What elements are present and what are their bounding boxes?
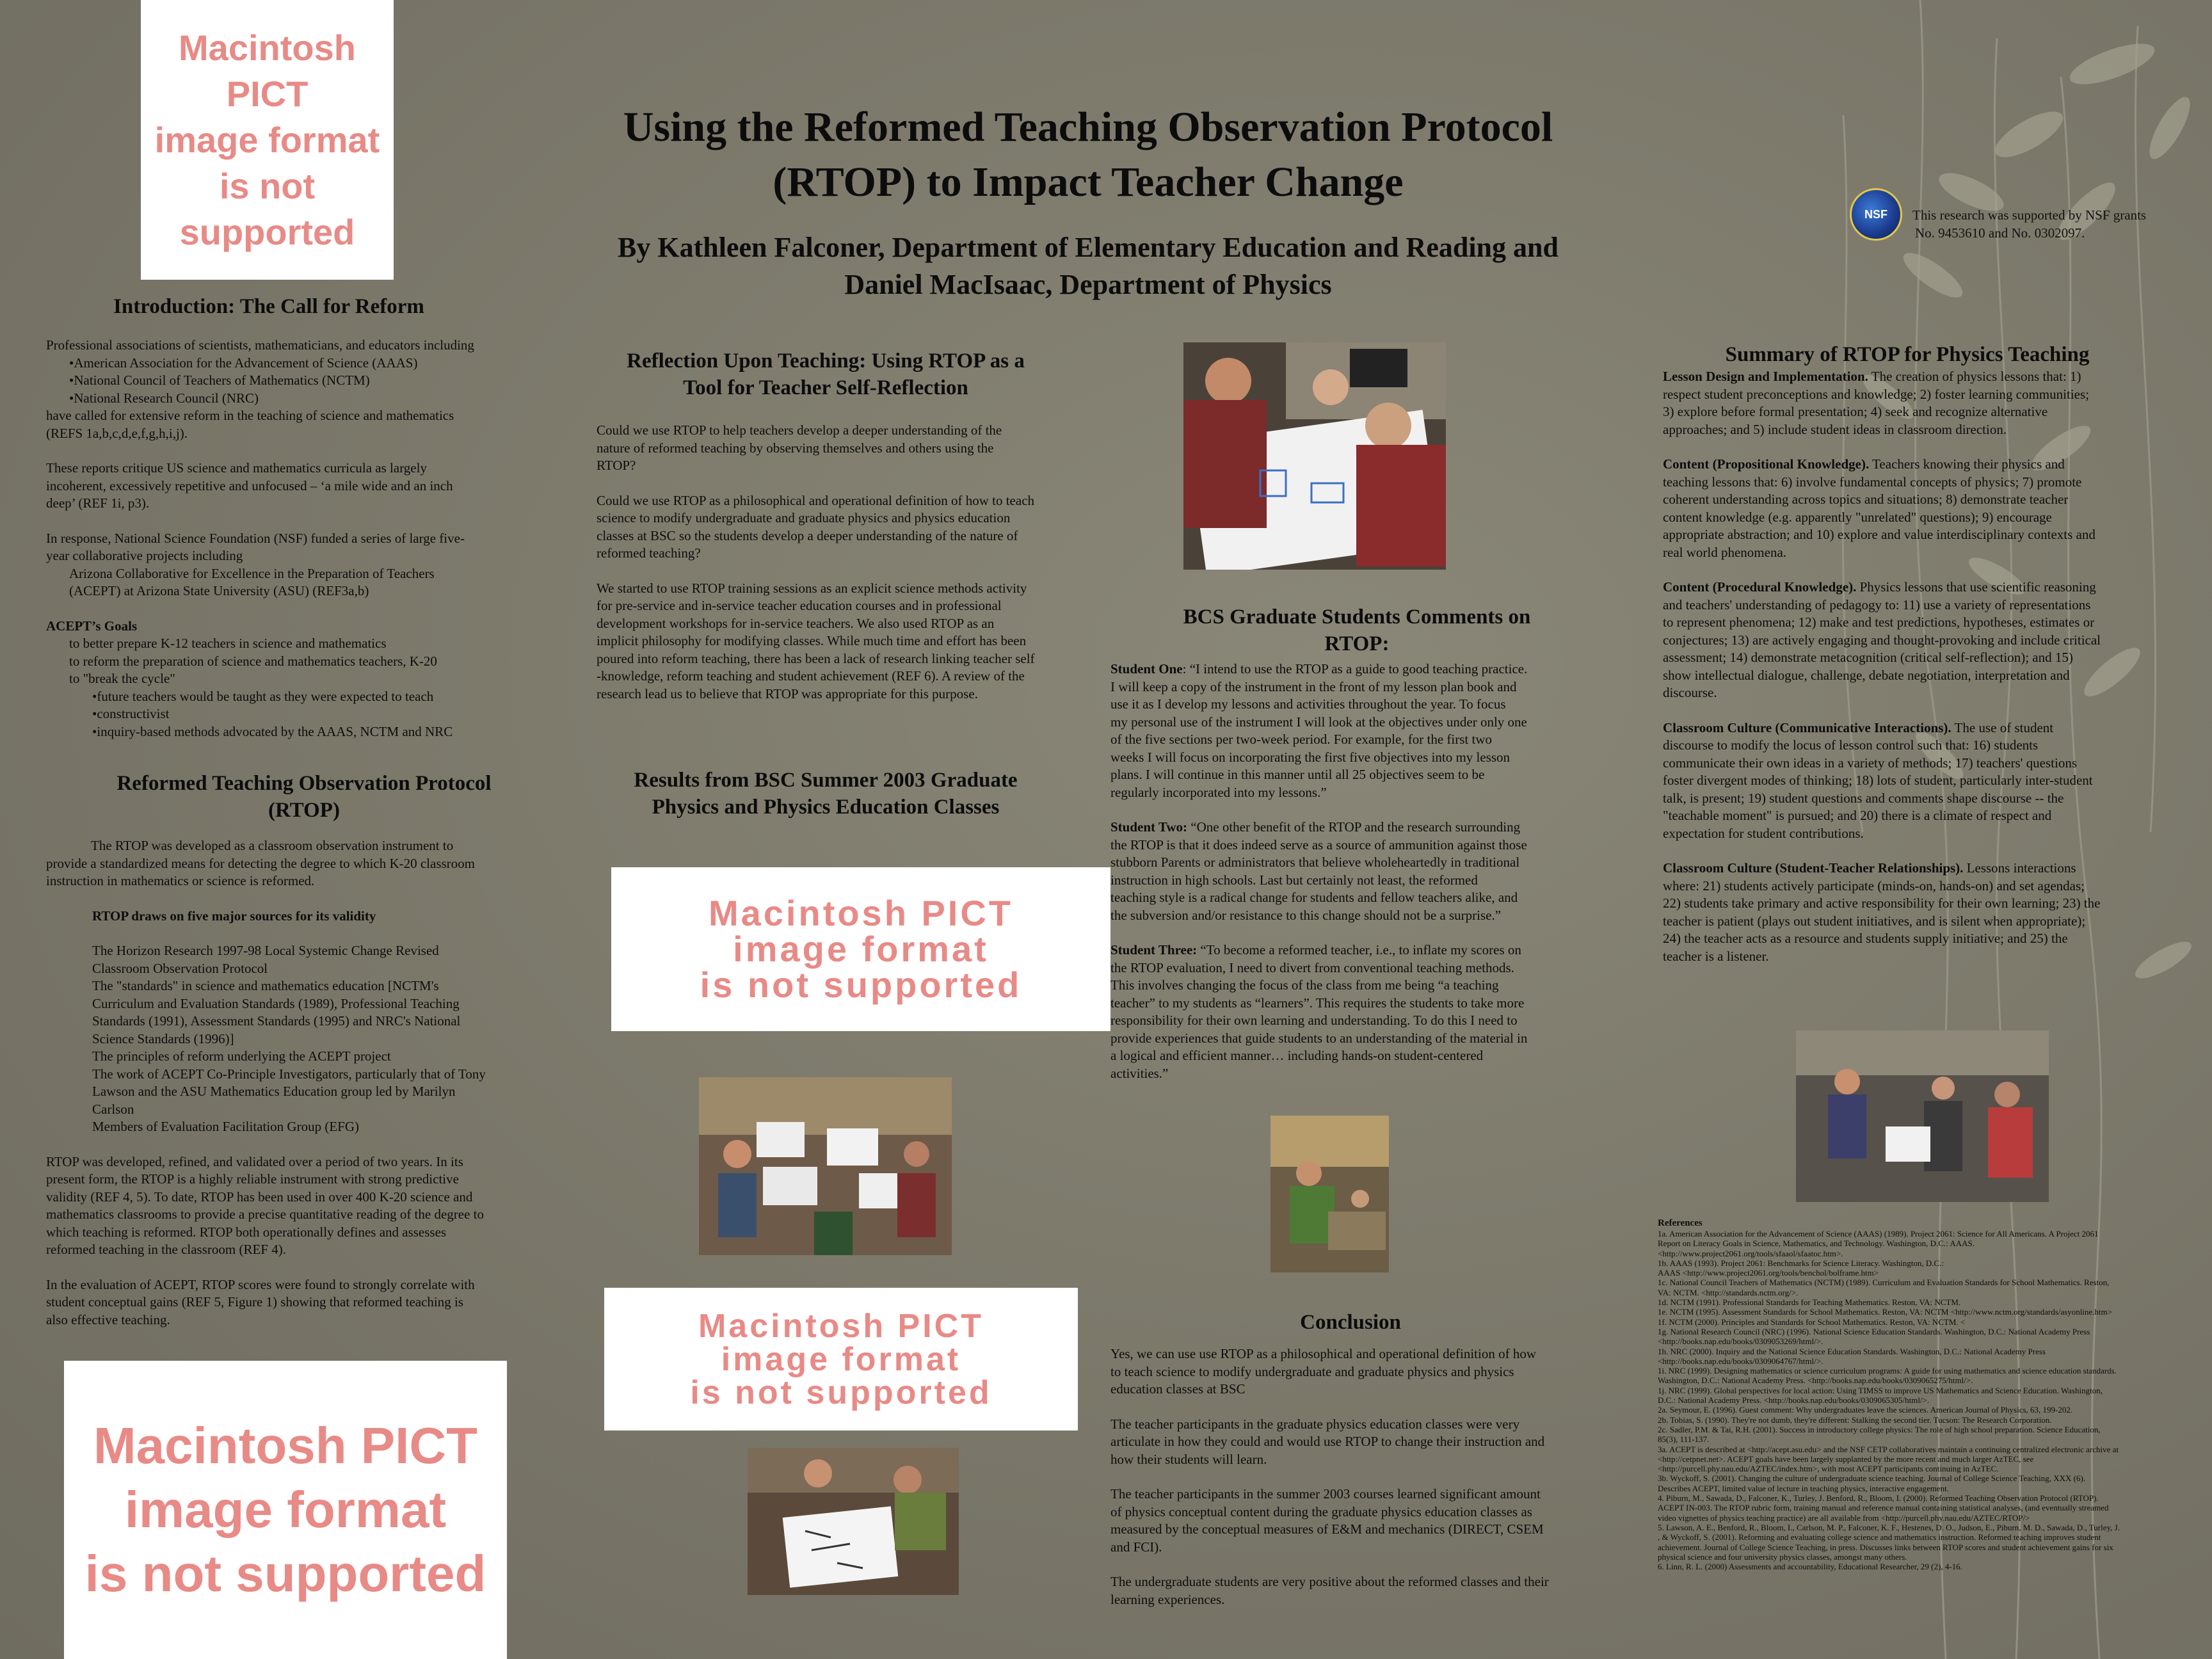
- reference-line: 1j. NRC (1999). Global perspectives for local action: Using TIMSS to improve US Mathematics and Science Education. Washington,: [1658, 1385, 2103, 1395]
- intro-heading: Introduction: The Call for Reform: [113, 295, 424, 318]
- summary-communicative-label: Classroom Culture (Communicative Interactions).: [1663, 719, 1952, 735]
- image-placeholder-results: [611, 867, 1110, 1031]
- image-placeholder-middle: [604, 1288, 1078, 1431]
- nsf-logo-icon: NSF: [1850, 188, 1902, 241]
- comments-body: Student One: “I intend to use the RTOP as a guide to good teaching practice. I will keep a copy of the instrument in the front of my lesson plan book and use it as I develop my lessons and activities throughout the year. To focus my personal use of the instrument I will look at the objectives under only one of the five sections per two-week period. For example, for the first two weeks I will focus on incorporating the first five objectives into my lesson plans. I will continue in this manner until all 25 objectives seem to be regularly incorporated into my lessons.” Student Two: “One other benefit of the RTOP and the research surrounding the RTOP is that it does indeed serve as a source of ammunition against those stubborn Parents or administrators that believe wholeheartedly in traditional instruction in high schools. Last but certainly not least, the reformed teaching style is a radical change for students and fellow teachers alike, and the subversion and/or resistance to this change should not be a surprise.” Student Three: “To become a reformed teacher, i.e., to inflate my scores on the RTOP evaluation, I need to divert from conventional teaching methods. This involves changing the focus of the class from me being “a teaching teacher” to my students as “learners”. This requires the students to take more responsibility for their own learning and understanding. To do this I need to provide experiences that guide students to an understanding of the material in a logical and efficient manner… including hands-on student-centered activities.”: [1110, 661, 1528, 1081]
- byline-line-2: Daniel MacIsaac, Department of Physics: [844, 269, 1332, 300]
- results-heading: Results from BSC Summer 2003 Graduate Physics and Physics Education Classes: [634, 769, 1018, 819]
- reference-line: <http://books.nap.edu/books/0309053269/html/>.: [1658, 1336, 1823, 1347]
- rtop-body: The RTOP was developed as a classroom observation instrument to provide a standardized means for detecting the degree to which K-20 classroom instruction in mathematics or science is reformed. RTOP draws on five major sources for its validity The Horizon Research 1997-98 Local Systemic Change Revised Classroom Observation Protocol The "standards" in science and mathematics education [NCTM's Curriculum and Evaluation Standards (1989), Professional Teaching Standards (1991), Assessment Standards (1995) and NRC's National Science Standards (1996)] The principles of reform underlying the ACEPT project The work of ACEPT Co-Principle Investigators, particularly that of Tony Lawson and the ASU Mathematics Education group led by Marilyn Carlson Members of Evaluation Facilitation Group (EFG) RTOP was developed, refined, and validated over a period of two years. In its present form, the RTOP is a highly reliable instrument with strong predictive validity (REF 4, 5). To date, RTOP has been used in over 400 K-20 science and mathematics classrooms to provide a precise quantitative reading of the degree to which teaching is reformed. RTOP both operationally defines and assesses reformed teaching in the classroom (REF 4). In the evaluation of ACEPT, RTOP scores were found to strongly correlate with student conceptual gains (REF 5, Figure 1) showing that reformed teaching is also effective teaching.: [46, 837, 558, 1329]
- summary-relationships-label: Classroom Culture (Student-Teacher Relationships).: [1663, 860, 1964, 876]
- reference-line: <http://cetpnet.net>. ACEPT goals have been largely supplanted by the more recent and much larger AzTEC, see: [1658, 1454, 2034, 1464]
- photo-students-whiteboards: [699, 1077, 952, 1255]
- student-three-label: Student Three:: [1110, 942, 1198, 958]
- photo-students-at-table: [1183, 342, 1446, 570]
- summary-body: Lesson Design and Implementation. The creation of physics lessons that: 1) respect student preconceptions and knowledge; 2) foster learning communities; 3) explore before formal presentation; 4) seek and recognize alternative approaches; and 5) include student ideas in classroom direction. Content (Propositional Knowledge). Teachers knowing their physics and teaching lessons that: 6) involve fundamental concepts of physics; 7) promote coherent understanding across topics and situations; 8) demonstrate teacher content knowledge (e.g. apparently "unrelated" questions); 9) encourage appropriate abstraction; and 10) explore and value interdisciplinary contexts and real world phenomena. Content (Procedural Knowledge). Physics lessons that use scientific reasoning and teachers' understanding of pedagogy to: 11) use a variety of representations to represent phenomena; 12) make and test predictions, hypotheses, estimates or conjectures; 13) are actively engaging and thought-provoking and include critical assessment; 14) demonstrate metacognition (critical self-reflection); and 15) show intellectual dialogue, challenge, debate negotiation, interpretation and discourse. Classroom Culture (Communicative Interactions). The use of student discourse to modify the locus of lesson control such that: 16) students communicate their own ideas in a variety of methods; 17) teachers' questions foster divergent modes of thinking; 18) lots of student, particularly inter-student talk, is present; 19) student questions and comments shape discourse -- the "teachable moment" is pursued; and 20) there is a climate of respect and expectation for student contributions. Classroom Culture (Student-Teacher Relationships). Lessons interactions where: 21) students actively participate (minds-on, hands-on) and set agendas; 22) students take primary and active responsibility for their own learning; 23) the teacher is patient (plays out student initiatives, and is silent when appropriate); 24) the teacher acts as a resource and students supply initiative; and 25) the teacher is a listener.: [1663, 369, 2101, 964]
- reference-line: 5. Lawson, A. E., Benford, R., Bloom, I., Carlson, M. P., Falconer, K. F., Hestenes, D. O., Judson, E., Piburn, M. D., Sawada, D., Turley, J.: [1658, 1522, 2120, 1532]
- reference-line: Describes ACEPT, limited value of lecture in teaching physics, interactive engagement.: [1658, 1483, 1949, 1493]
- reference-line: <http://books.nap.edu/books/0309064767/html/>.: [1658, 1356, 1823, 1366]
- reference-line: 3b. Wyckoff, S. (2001). Changing the culture of undergraduate science teaching. Journal of College Science Teaching, XXX (6).: [1658, 1473, 2086, 1484]
- comments-heading: BCS Graduate Students Comments on RTOP:: [1183, 605, 1531, 655]
- title-line-2: (RTOP) to Impact Teacher Change: [773, 159, 1404, 205]
- placeholder-text: Macintosh PICT image format is not supported: [154, 27, 380, 252]
- placeholder-text: Macintosh PICT image format is not supported: [84, 1417, 486, 1602]
- intro-body: Professional associations of scientists, mathematicians, and educators including •American Association for the Advancement of Science (AAAS) •National Council of Teachers of Mathematics (NCTM) •National Research Council (NRC) have called for extensive reform in the teaching of science and mathematics (REFS 1a,b,c,d,e,f,g,h,i,j). These reports critique US science and mathematics curricula as largely incoherent, excessively repetitive and unfocused – ‘a mile wide and an inch deep’ (REF 1i, p3). In response, National Science Foundation (NSF) funded a series of large five- year collaborative projects including Arizona Collaborative for Excellence in the Preparation of Teachers (ACEPT) at Arizona State University (ASU) (REF3a,b) ACEPT’s Goals to better prepare K-12 teachers in science and mathematics to reform the preparation of science and mathematics teachers, K-20 to "break the cycle" •future teachers would be taught as they were expected to teach •constructivist •inquiry-based methods advocated by the AAAS, NCTM and NRC: [46, 337, 552, 741]
- reference-line: 4. Piburn, M., Sawada, D., Falconer, K., Turley, J. Benford, R., Bloom, I. (2000). Reformed Teaching Observation Protocol (RTOP).: [1658, 1493, 2099, 1503]
- conclusion-heading: Conclusion: [1300, 1311, 1401, 1334]
- reflection-heading: Reflection Upon Teaching: Using RTOP as a Tool for Teacher Self-Reflection: [627, 349, 1025, 399]
- placeholder-text: Macintosh PICT image format is not supported: [700, 893, 1022, 1005]
- rtop-sources-heading: RTOP draws on five major sources for its validity: [92, 908, 376, 924]
- references-list: [1658, 1229, 2163, 1571]
- photo-classroom-teacher: [1270, 1116, 1389, 1272]
- reference-line: 1f. NCTM (2000). Principles and Standards for School Mathematics. Reston, VA: NCTM. <: [1658, 1317, 1966, 1327]
- student-two-label: Student Two:: [1110, 819, 1188, 835]
- references: [1658, 1217, 2163, 1571]
- reference-line: 85(3), 111-137.: [1658, 1434, 1710, 1445]
- reference-line: <http://purcell.phy.nau.edu/AZTEC/index.htm>, with most ACEPT participants continuing in AzTEC.: [1658, 1464, 1999, 1474]
- reference-line: physical science and four university physics classes, amongst many others.: [1658, 1551, 1907, 1562]
- image-placeholder-bottom-left: [64, 1361, 507, 1659]
- summary-heading: Summary of RTOP for Physics Teaching: [1725, 343, 2090, 366]
- reference-line: 1c. National Council Teachers of Mathematics (NCTM) (1989). Curriculum and Evaluation Standards for School Mathematics. Reston,: [1658, 1278, 2110, 1288]
- reference-line: 1b. AAAS (1993). Project 2061: Benchmarks for Science Literacy. Washington, D.C.:: [1658, 1258, 1944, 1268]
- reference-line: ACEPT IN-003. The RTOP rubric form, training manual and reference manual containing statistical analyses, (and eventually streamed: [1658, 1503, 2109, 1513]
- reference-line: 1a. American Association for the Advancement of Science (AAAS) (1989). Project 2061: Science for All Americans. A Project 2061: [1658, 1229, 2099, 1238]
- reference-line: 1e. NCTM (1995). Assessment Standards for School Mathematics. Reston, VA: NCTM <http://www.nctm.org/standards/asyonline.htm>: [1658, 1307, 2112, 1317]
- rtop-heading: Reformed Teaching Observation Protocol (RTOP): [116, 772, 492, 822]
- reference-line: 1d. NCTM (1991). Professional Standards for Teaching Mathematics. Reston, VA: NCTM.: [1658, 1297, 1961, 1308]
- reference-line: Report on Literacy Goals in Science, Mathematics, and Technology. Washington, D.C.: AAAS.: [1658, 1238, 1975, 1249]
- acept-goals-heading: ACEPT’s Goals: [46, 618, 138, 634]
- reference-line: 2b. Tobias, S. (1990). They're not dumb, they're different: Stalking the second tier. Tucson: The Research Corporation.: [1658, 1415, 2052, 1425]
- title-line-1: Using the Reformed Teaching Observation Protocol: [623, 104, 1553, 150]
- byline-line-1: By Kathleen Falconer, Department of Elementary Education and Reading and: [618, 232, 1559, 263]
- student-one-label: Student One: [1110, 661, 1183, 677]
- image-placeholder-top-left: [141, 0, 394, 280]
- reflection-body: Could we use RTOP to help teachers develop a deeper understanding of the nature of reformed teaching by observing themselves and others using the RTOP? Could we use RTOP as a philosophical and operational definition of how to teach science to modify undergraduate and graduate physics and physics education classes at BSC so the students develop a deeper understanding of the nature of reformed teaching? We started to use RTOP training sessions as an explicit science methods activity for pre-service and in-service teacher education courses and in professional development workshops for in-service teachers. We also used RTOP as an implicit philosophy for modifying classes. While much time and effort has been poured into reform teaching, there has been a lack of research linking teacher self -knowledge, reform teaching and student achievement (REF 6). A review of the research lead us to believe that RTOP was appropriate for this purpose.: [597, 422, 1035, 701]
- poster-title: [576, 100, 1600, 210]
- photo-group-discussion: [1796, 1030, 2049, 1202]
- reference-line: achievement. Journal of College Science Teaching, in press. Discusses links between RTOP scores and student achievement gains for six: [1658, 1542, 2113, 1552]
- reference-line: 2c. Sadler, P.M. & Tai, R.H. (2001). Success in introductory college physics: The role of high school preparation. Science Education,: [1658, 1424, 2101, 1434]
- summary-propositional-label: Content (Propositional Knowledge).: [1663, 456, 1870, 472]
- reference-line: Washington, D.C.: National Academy Press. <http://books.nap.edu/books/0309065275/html/>.: [1658, 1375, 1973, 1386]
- references-heading: References: [1658, 1218, 1703, 1228]
- reference-line: 1g. National Research Council (NRC) (1996). National Science Education Standards. Washington, D.C.: National Academy Press: [1658, 1326, 2090, 1336]
- reference-line: AAAS <http://www.project2061.org/tools/benchol/bolframe.htm>: [1658, 1268, 1879, 1278]
- photo-whiteboard-work: [748, 1448, 959, 1595]
- reference-line: 6. Linn, R. L. (2000) Assessments and accountability, Educational Researcher, 29 (2), 4-16.: [1658, 1562, 1962, 1572]
- reference-line: VA: NCTM. <http://standards.nctm.org/>.: [1658, 1287, 1799, 1297]
- reference-line: 2a. Seymour, E. (1996). Guest comment: Why undergraduates leave the sciences. American Journal of Physics, 63, 199-202.: [1658, 1405, 2073, 1415]
- reference-line: <http://www.project2061.org/tools/sfaaol/sfaatoc.htm>.: [1658, 1248, 1843, 1258]
- reference-line: 3a. ACEPT is described at <http://acept.asu.edu> and the NSF CETP collaboratives maintain a continuing centralized electronic archive at: [1658, 1444, 2119, 1454]
- summary-lesson-design-label: Lesson Design and Implementation.: [1663, 369, 1868, 384]
- reference-line: 1i. NRC (1999). Designing mathematics or science curriculum programs: A guide for using mathematics and science education standards.: [1658, 1366, 2117, 1376]
- reference-line: , & Wyckoff, S. (2001). Reforming and evaluating college science and mathematics instruction. Reformed teaching improves student: [1658, 1532, 2101, 1543]
- reference-line: D.C.: National Academy Press. <http://books.nap.edu/books/0309065305/html/>.: [1658, 1395, 1930, 1406]
- placeholder-text: Macintosh PICT image format is not supported: [690, 1307, 992, 1411]
- reference-line: video vignettes of physics teaching practice) are all available from <http://purcell.phy.nau.edu/AZTEC/RTOP/>: [1658, 1512, 2030, 1523]
- byline: [576, 229, 1600, 303]
- summary-procedural-label: Content (Procedural Knowledge).: [1663, 579, 1857, 595]
- conclusion-body: Yes, we can use use RTOP as a philosophical and operational definition of how to teach science to modify undergraduate and graduate physics and physics education classes at BSC The teacher participants in the graduate physics education classes were very articulate in how they could and would use RTOP to change their instruction and how their students will learn. The teacher participants in the summer 2003 courses learned significant amount of physics conceptual content during the graduate physics education classes as measured by the conceptual measures of E&M and mechanics (DIRECT, CSEM and FCI). The undergraduate students are very positive about the reformed classes and their learning experiences.: [1110, 1346, 1549, 1607]
- reference-line: 1h. NRC (2000). Inquiry and the National Science Education Standards. Washington, D.C.: National Academy Press: [1658, 1346, 2046, 1356]
- nsf-acknowledgement: This research was supported by NSF grants No. 9453610 and No. 0302097.: [1912, 207, 2147, 241]
